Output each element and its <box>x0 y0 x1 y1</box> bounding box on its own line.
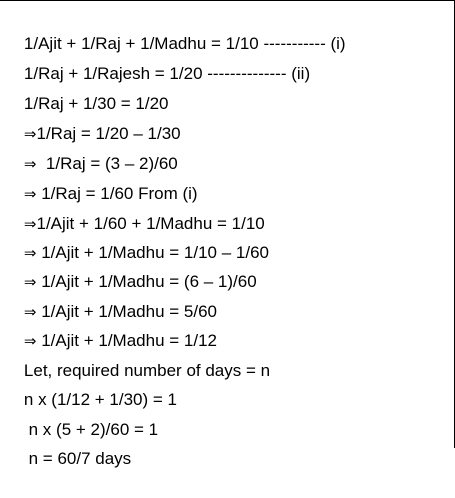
equation-line-12 <box>5 332 271 380</box>
equation-line-11 <box>5 302 217 350</box>
equation-text: 1/Raj = (3 – 2)/60 <box>36 154 178 173</box>
equation-text: 1/Ajit + 1/60 + 1/Madhu = 1/10 <box>36 214 265 233</box>
equation-text: 1/Raj = 1/60 From (i) <box>36 184 198 203</box>
equation-text: Let, required number of days = n <box>23 361 271 380</box>
equation-line-14 <box>5 391 159 439</box>
equation-line-10 <box>5 273 217 321</box>
equation-text: 1/Ajit + 1/Madhu = 1/12 <box>36 331 217 350</box>
equation-line-13 <box>5 361 178 409</box>
implies-arrow-icon: ⇒ <box>23 215 37 233</box>
equation-text: 1/Ajit + 1/Raj + 1/Madhu = 1/10 ----------- (i) <box>23 34 346 53</box>
equation-text: 1/Raj + 1/30 = 1/20 <box>23 94 169 113</box>
equation-line-7 <box>5 185 265 233</box>
equation-line-9 <box>5 243 257 291</box>
equation-line-1 <box>5 5 346 53</box>
equation-line-8 <box>5 214 269 262</box>
implies-arrow-icon: ⇒ <box>23 244 37 262</box>
equation-text: n x (1/12 + 1/30) = 1 <box>23 390 178 409</box>
equation-text: n x (5 + 2)/60 = 1 <box>23 420 159 439</box>
equation-text: n = 60/7 days <box>23 449 132 468</box>
implies-arrow-icon: ⇒ <box>23 273 37 291</box>
equation-line-6 <box>5 155 198 203</box>
implies-arrow-icon: ⇒ <box>23 155 37 173</box>
equation-text: 1/Ajit + 1/Madhu = 1/10 – 1/60 <box>36 243 269 262</box>
equation-line-15 <box>5 420 132 468</box>
equation-text: 1/Raj = 1/20 – 1/30 <box>36 124 181 143</box>
equation-text: 1/Ajit + 1/Madhu = 5/60 <box>36 302 217 321</box>
implies-arrow-icon: ⇒ <box>23 303 37 321</box>
equation-text: 1/Raj + 1/Rajesh = 1/20 -------------- (ii) <box>23 64 311 83</box>
equation-line-5 <box>5 124 181 173</box>
equation-line-4 <box>5 95 181 143</box>
equation-text: 1/Ajit + 1/Madhu = (6 – 1)/60 <box>36 272 257 291</box>
implies-arrow-icon: ⇒ <box>23 125 37 143</box>
equation-line-2 <box>5 35 311 83</box>
implies-arrow-icon: ⇒ <box>23 332 37 350</box>
equation-line-3 <box>5 65 169 113</box>
implies-arrow-icon: ⇒ <box>23 185 37 203</box>
